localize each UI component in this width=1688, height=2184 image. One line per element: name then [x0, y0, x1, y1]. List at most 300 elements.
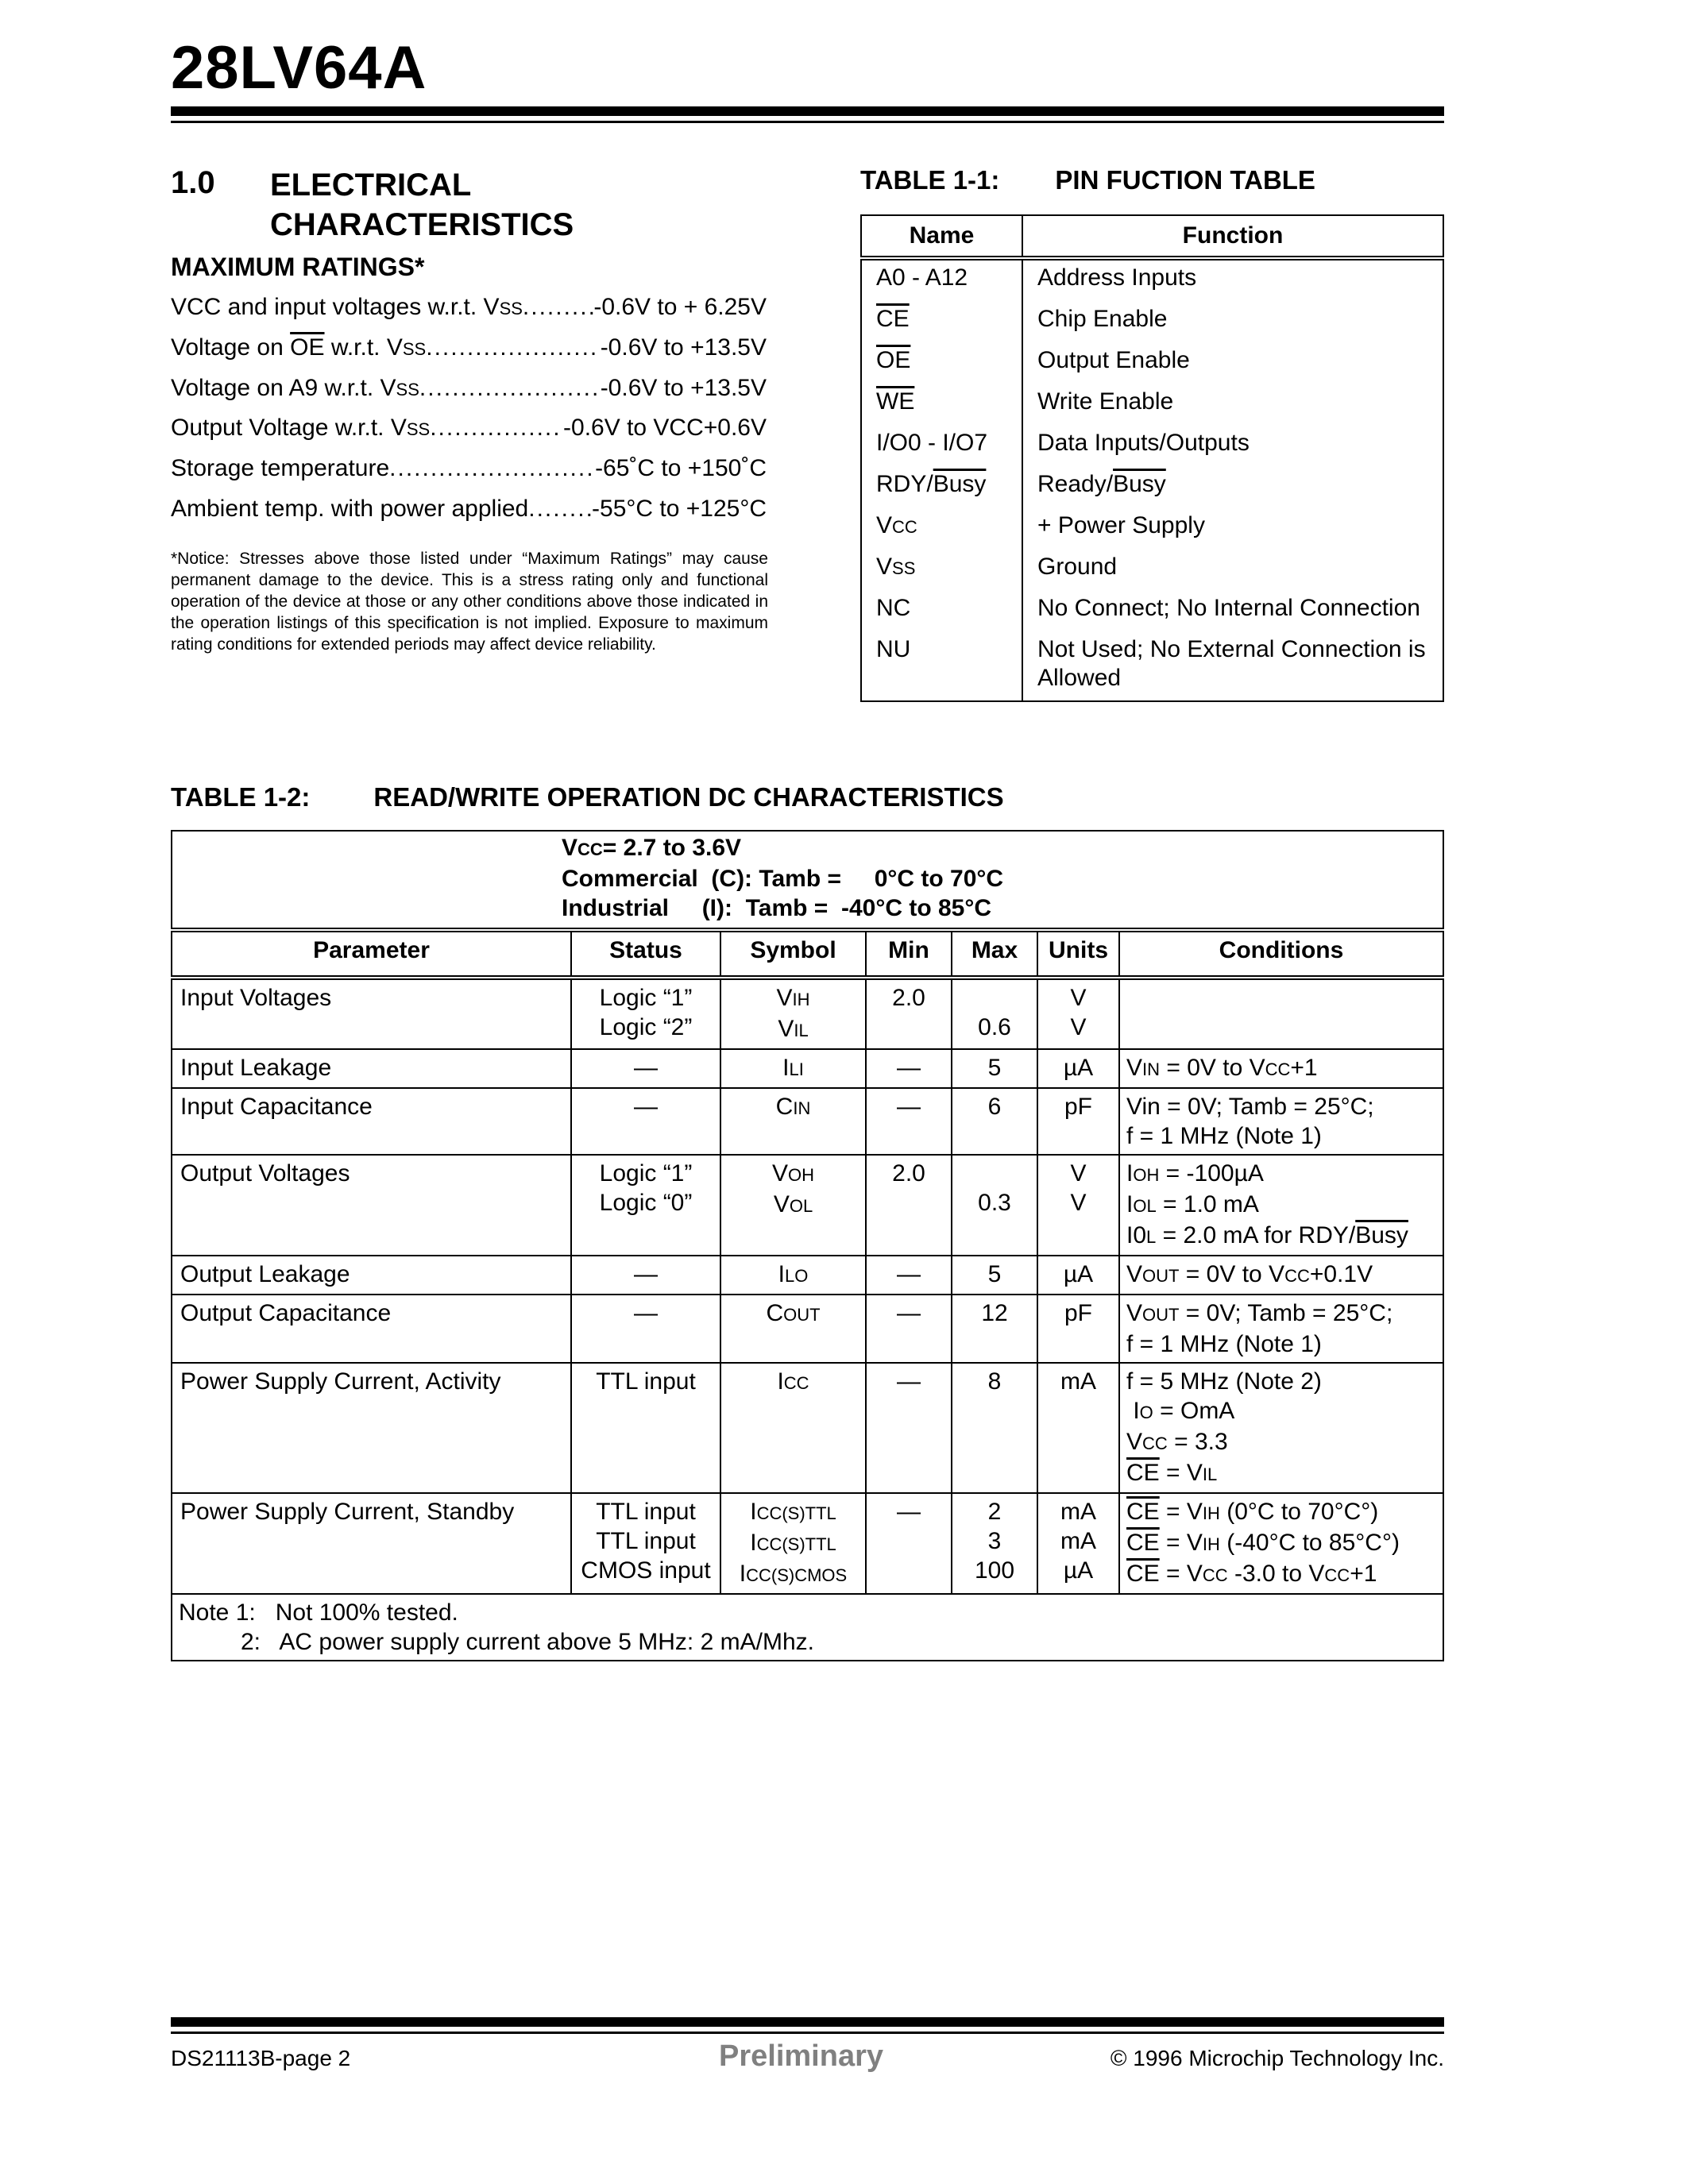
symbol-subscript: CC [783, 1373, 809, 1393]
rating-row [171, 496, 767, 523]
rating-row [171, 294, 767, 321]
status-line: Logic “0” [599, 1190, 693, 1216]
pin-function [1022, 384, 1443, 426]
pin-name [861, 258, 1022, 302]
min-line [873, 1556, 944, 1585]
rating-label-subscript: SS [402, 339, 427, 359]
condition-part: f = 1 MHz (Note 1) [1126, 1331, 1322, 1357]
max-line: 0.3 [978, 1190, 1011, 1216]
max-line: 6 [987, 1094, 1002, 1120]
dc-characteristics-table [171, 830, 1444, 1661]
rating-label-subscript: SS [406, 419, 431, 439]
symbol [720, 1088, 866, 1155]
conditions [1119, 1155, 1443, 1256]
rating-value: -0.6V to +13.5V [600, 334, 767, 361]
vcc-range: VCC= 2.7 to 3.6V [562, 835, 742, 861]
units-line: µA [1063, 1557, 1094, 1584]
symbol-line [728, 1497, 859, 1528]
pin-function-text: Chip Enable [1037, 306, 1168, 332]
condition-part: $\overline{CE}$ [1126, 1561, 1160, 1587]
pin-name [861, 550, 1022, 591]
table2-row [172, 1493, 1443, 1594]
table2-row [172, 1256, 1443, 1295]
units-line: V [1070, 1160, 1087, 1187]
table1-row [861, 591, 1443, 632]
table1-caption [860, 165, 1315, 195]
condition-part: I [1126, 1191, 1134, 1217]
symbol-subscript: OUT [783, 1305, 821, 1325]
units [1037, 1295, 1119, 1363]
condition-part: CC [1265, 1059, 1291, 1079]
table2-header-max: Max [952, 930, 1037, 978]
rating-value: -0.6V to + 6.25V [593, 294, 767, 320]
operating-conditions [172, 831, 1443, 930]
symbol-subscript: OH [788, 1165, 814, 1185]
pin-name [861, 632, 1022, 701]
condition-part: OUT [1142, 1266, 1180, 1286]
pin-name [861, 508, 1022, 550]
status [571, 978, 720, 1049]
condition-part: = 1.0 mA [1156, 1191, 1259, 1217]
units-line: V [1070, 1190, 1087, 1216]
conditions [1119, 1256, 1443, 1295]
max-line [959, 983, 1030, 1013]
max-line: 3 [987, 1528, 1002, 1554]
condition-part: -3.0 to V [1227, 1561, 1325, 1587]
pin-function [1022, 343, 1443, 384]
symbol-subscript: LO [784, 1266, 809, 1286]
table1-row [861, 550, 1443, 591]
max-ratings-notice: *Notice: Stresses above those listed under “Maximum Ratings” may cause permanent damage to the device. This is a stress rating only and functional operation of the device at those or any other conditions above those indicated in the operation listings of this specification is not implied. Exposure to maximum rating conditions for extended periods may affect device reliability. [171, 550, 768, 654]
rating-label [171, 415, 430, 442]
rating-row [171, 415, 767, 442]
min-line: — [897, 1261, 921, 1287]
table1-caption-number: TABLE 1-1: [860, 165, 1000, 195]
pin-name-text: NC [876, 595, 911, 621]
condition-part: IH [1202, 1503, 1220, 1523]
condition-line [1126, 1528, 1436, 1559]
symbol-line [728, 1190, 859, 1221]
max-line: 12 [981, 1300, 1008, 1326]
symbol [720, 978, 866, 1049]
header-rule-thick [171, 106, 1444, 116]
leader-dots [523, 294, 593, 321]
status [571, 1295, 720, 1363]
condition-line [1126, 1190, 1436, 1221]
pin-function-text: Address Inputs [1037, 264, 1197, 291]
units-line: mA [1060, 1528, 1096, 1554]
pin-function [1022, 550, 1443, 591]
units [1037, 1493, 1119, 1594]
condition-part: CC [1324, 1565, 1350, 1585]
table2-row [172, 978, 1443, 1049]
rating-label [171, 334, 426, 361]
condition-line [1126, 1497, 1436, 1528]
symbol-line [728, 1367, 859, 1398]
table2-notes [172, 1594, 1443, 1661]
rating-label-text: Output Voltage w.r.t. V [171, 415, 407, 441]
commercial-range: Commercial (C): Tamb = 0°C to 70°C [562, 866, 1004, 892]
status-line: — [634, 1055, 658, 1081]
symbol-main: I [739, 1561, 747, 1587]
pin-name-text: $\overline{WE}$ [876, 388, 915, 415]
rating-row [171, 375, 767, 402]
conditions [1119, 1363, 1443, 1493]
condition-part: I [1126, 1160, 1134, 1187]
max-line [959, 1159, 1030, 1188]
symbol-main: I [782, 1055, 790, 1081]
min-line: 2.0 [892, 1160, 925, 1187]
pin-name-text: $\overline{OE}$ [876, 347, 911, 373]
symbol-line [728, 1014, 859, 1045]
table2-header-conditions: Conditions [1119, 930, 1443, 978]
leader-dots [430, 415, 563, 442]
condition-part: = -100µA [1159, 1160, 1264, 1187]
condition-part: = 0V; Tamb = 25°C; [1179, 1300, 1393, 1326]
leader-dots [389, 455, 595, 482]
footer-rule-thick [171, 2017, 1444, 2027]
symbol-main: V [778, 1016, 794, 1042]
pin-name [861, 467, 1022, 508]
status-line: Logic “1” [599, 1160, 693, 1187]
condition-part: = V [1159, 1530, 1203, 1556]
pin-name-text: A0 - A12 [876, 264, 968, 291]
condition-line [1126, 1329, 1436, 1359]
table1-row [861, 632, 1443, 701]
condition-part: +1 [1290, 1055, 1318, 1081]
condition-part: = 0V to V [1160, 1055, 1265, 1081]
pin-name [861, 384, 1022, 426]
max-line: 5 [987, 1055, 1002, 1081]
condition-line [1126, 1092, 1436, 1121]
min [866, 1363, 952, 1493]
min-line: — [897, 1300, 921, 1326]
table2-row [172, 1088, 1443, 1155]
table1-row [861, 343, 1443, 384]
pin-name [861, 302, 1022, 343]
pin-function-text: No Connect; No Internal Connection [1037, 595, 1420, 621]
rating-label [171, 294, 523, 321]
table1-row [861, 384, 1443, 426]
condition-part: = 3.3 [1167, 1429, 1228, 1455]
rating-label-text: Voltage on A9 w.r.t. V [171, 375, 396, 401]
condition-part: V [1126, 1429, 1143, 1455]
max [952, 1088, 1037, 1155]
condition-part: = OmA [1153, 1398, 1235, 1424]
symbol [720, 1049, 866, 1088]
min-line [873, 1526, 944, 1556]
max [952, 1049, 1037, 1088]
condition-part: = V [1159, 1460, 1203, 1486]
symbol [720, 1155, 866, 1256]
pin-name-text: NU [876, 636, 911, 662]
max [952, 1363, 1037, 1493]
pin-name-text: $\overline{CE}$ [876, 306, 910, 332]
condition-line [1126, 1159, 1436, 1190]
condition-part: V [1126, 1261, 1143, 1287]
table2-row [172, 1049, 1443, 1088]
symbol-main: V [773, 1191, 790, 1217]
pin-function [1022, 258, 1443, 302]
condition-line [1126, 1396, 1436, 1427]
symbol-line [728, 1053, 859, 1084]
symbol-subscript: IL [794, 1021, 809, 1040]
rating-row [171, 455, 767, 482]
condition-part: OL [1133, 1196, 1157, 1216]
condition-line [1126, 1221, 1436, 1252]
min [866, 1155, 952, 1256]
status-line: — [634, 1261, 658, 1287]
symbol-subscript: CC(S)CMOS [746, 1565, 848, 1585]
conditions [1119, 1295, 1443, 1363]
parameter: Input Capacitance [172, 1088, 571, 1155]
table1-header-function: Function [1022, 215, 1443, 258]
condition-part: f = 1 MHz (Note 1) [1126, 1123, 1322, 1149]
condition-part: = V [1159, 1499, 1203, 1525]
pin-function [1022, 632, 1443, 701]
table2-header-units: Units [1037, 930, 1119, 978]
pin-function-overline: Busy [1113, 471, 1166, 497]
condition-part: IH [1202, 1534, 1220, 1554]
symbol-main: V [771, 1160, 788, 1187]
rating-label-subscript: SS [396, 380, 419, 399]
pin-name [861, 591, 1022, 632]
rating-label-subscript: SS [499, 299, 523, 318]
units-line: V [1070, 985, 1087, 1011]
notes-row [172, 1594, 1443, 1661]
status [571, 1088, 720, 1155]
condition-part: CC [1284, 1266, 1310, 1286]
symbol-main: I [777, 1368, 784, 1395]
units-line: mA [1060, 1499, 1096, 1525]
parameter: Input Leakage [172, 1049, 571, 1088]
leader-dots [528, 496, 592, 523]
units [1037, 1363, 1119, 1493]
pin-name-subscript: CC [892, 517, 917, 537]
status [571, 1493, 720, 1594]
table1-row [861, 426, 1443, 467]
status [571, 1049, 720, 1088]
rating-label [171, 496, 528, 523]
symbol-main: V [776, 985, 793, 1011]
status-line: TTL input [596, 1499, 696, 1525]
min [866, 1256, 952, 1295]
symbol-main: C [775, 1094, 794, 1120]
units-line: pF [1064, 1094, 1092, 1120]
condition-line [1126, 1260, 1436, 1291]
pin-name-subscript: SS [892, 558, 916, 578]
parameter: Output Capacitance [172, 1295, 571, 1363]
units [1037, 1049, 1119, 1088]
table2-row [172, 1363, 1443, 1493]
pin-function [1022, 467, 1443, 508]
pin-function [1022, 426, 1443, 467]
status [571, 1155, 720, 1256]
units-line: µA [1063, 1261, 1094, 1287]
rating-label-overline: $\overline{OE}$ [290, 334, 325, 361]
pin-function-text: Not Used; No External Connection is Allowed [1037, 636, 1426, 691]
rating-label-text: VCC and input voltages w.r.t. V [171, 294, 500, 320]
symbol-line [728, 1092, 859, 1123]
pin-function [1022, 302, 1443, 343]
conditions [1119, 978, 1443, 1049]
pin-function-text: Output Enable [1037, 347, 1190, 373]
section-number: 1.0 [171, 165, 215, 200]
condition-part: V [1126, 1300, 1143, 1326]
units [1037, 1155, 1119, 1256]
condition-part: Vin = 0V; Tamb = 25°C; [1126, 1094, 1374, 1120]
rating-label [171, 455, 389, 482]
symbol-subscript: CC(S)TTL [756, 1503, 836, 1523]
condition-part: V [1126, 1055, 1143, 1081]
rating-value: -65˚C to +150˚C [595, 455, 767, 481]
table1-row [861, 467, 1443, 508]
industrial-range: Industrial (I): Tamb = -40°C to 85°C [562, 895, 992, 921]
min-line [873, 1188, 944, 1217]
status-line: — [634, 1094, 658, 1120]
condition-part: IN [1142, 1059, 1161, 1079]
table2-row [172, 1155, 1443, 1256]
pin-function-text: Data Inputs/Outputs [1037, 430, 1250, 456]
pin-name-text: I/O0 - I/O7 [876, 430, 988, 456]
max-line: 0.6 [978, 1014, 1011, 1040]
note-1: Note 1: Not 100% tested. [179, 1599, 458, 1626]
condition-line [1126, 1053, 1436, 1084]
leader-dots [426, 334, 600, 361]
pin-name-text: V [876, 554, 893, 580]
condition-part: CC [1202, 1565, 1228, 1585]
condition-part: OUT [1142, 1305, 1180, 1325]
min [866, 1049, 952, 1088]
pin-function-text: Write Enable [1037, 388, 1174, 415]
min-line: 2.0 [892, 985, 925, 1011]
rating-row [171, 334, 767, 361]
min [866, 1295, 952, 1363]
rating-label [171, 375, 419, 402]
page-number: DS21113B-page 2 [171, 2046, 351, 2070]
symbol-line [728, 1298, 859, 1329]
units [1037, 978, 1119, 1049]
condition-part: OH [1133, 1165, 1160, 1185]
condition-part: f = 5 MHz (Note 2) [1126, 1368, 1322, 1395]
condition-line [1126, 1298, 1436, 1329]
table1-row [861, 302, 1443, 343]
status-line: TTL input [596, 1368, 696, 1395]
table2-header-min: Min [866, 930, 952, 978]
document-title: 28LV64A [171, 34, 427, 102]
symbol-subscript: IH [792, 990, 810, 1009]
condition-line [1126, 1367, 1436, 1396]
max [952, 978, 1037, 1049]
symbol-main: I [750, 1499, 757, 1525]
max [952, 1295, 1037, 1363]
table1-caption-title: PIN FUCTION TABLE [1055, 165, 1315, 195]
rating-label-text: w.r.t. V [324, 334, 403, 361]
table1-row [861, 508, 1443, 550]
pin-name-overline: Busy [933, 471, 987, 497]
table2-caption [171, 782, 1004, 812]
symbol-subscript: CC(S)TTL [756, 1534, 836, 1554]
min-line: — [897, 1094, 921, 1120]
pin-function [1022, 508, 1443, 550]
pin-function-text: + Power Supply [1037, 512, 1205, 538]
leader-dots [419, 375, 601, 402]
note-2: 2: AC power supply current above 5 MHz: 2 mA/Mhz. [241, 1629, 814, 1655]
units-line: pF [1064, 1300, 1092, 1326]
rating-value: -55°C to +125°C [592, 496, 767, 522]
max-ratings-heading: MAXIMUM RATINGS* [171, 253, 425, 281]
symbol-line [728, 1260, 859, 1291]
min-line: — [897, 1055, 921, 1081]
pin-name [861, 426, 1022, 467]
condition-line [1126, 1121, 1436, 1151]
table2-row [172, 1295, 1443, 1363]
condition-part: (0°C to 70°C°) [1219, 1499, 1379, 1525]
condition-part: I [1126, 1398, 1140, 1424]
min [866, 978, 952, 1049]
min [866, 1493, 952, 1594]
condition-part: I0 [1126, 1222, 1147, 1248]
symbol-line [728, 983, 859, 1014]
pin-name-text: V [876, 512, 893, 538]
pin-function [1022, 591, 1443, 632]
rating-label-text: Voltage on [171, 334, 291, 361]
condition-line [1126, 1559, 1436, 1590]
units [1037, 1256, 1119, 1295]
units [1037, 1088, 1119, 1155]
max [952, 1155, 1037, 1256]
condition-part: $\overline{CE}$ [1126, 1499, 1160, 1525]
table2-caption-number: TABLE 1-2: [171, 782, 311, 812]
condition-part: CC [1142, 1433, 1168, 1453]
table2-header-symbol: Symbol [720, 930, 866, 978]
rating-value: -0.6V to +13.5V [600, 375, 767, 401]
symbol-main: C [766, 1300, 784, 1326]
condition-part: $\overline{CE}$ [1126, 1460, 1160, 1486]
max-line: 8 [987, 1368, 1002, 1395]
symbol [720, 1256, 866, 1295]
symbol [720, 1493, 866, 1594]
pin-function-table [860, 214, 1444, 702]
status-line: — [634, 1300, 658, 1326]
max [952, 1256, 1037, 1295]
units-line: V [1070, 1014, 1087, 1040]
status-line: CMOS input [581, 1557, 711, 1584]
symbol-subscript: IN [793, 1098, 811, 1118]
preliminary-label: Preliminary [719, 2039, 883, 2073]
status [571, 1363, 720, 1493]
pin-name-text: RDY/ [876, 471, 933, 497]
units-line: mA [1060, 1368, 1096, 1395]
status-line: Logic “2” [599, 1014, 693, 1040]
symbol [720, 1295, 866, 1363]
max-line: 2 [987, 1499, 1002, 1525]
table2-header-status: Status [571, 930, 720, 978]
symbol-subscript: OL [789, 1196, 813, 1216]
condition-part: Busy [1355, 1222, 1408, 1248]
status [571, 1256, 720, 1295]
table1-row [861, 258, 1443, 302]
status-line: TTL input [596, 1528, 696, 1554]
rating-label-text: Storage temperature [171, 455, 390, 481]
condition-part: +0.1V [1309, 1261, 1373, 1287]
symbol-line [728, 1559, 859, 1590]
condition-part: $\overline{CE}$ [1126, 1530, 1160, 1556]
units-line: µA [1063, 1055, 1094, 1081]
condition-part: L [1146, 1227, 1157, 1247]
conditions [1119, 1493, 1443, 1594]
section-title: ELECTRICAL CHARACTERISTICS [270, 168, 574, 242]
